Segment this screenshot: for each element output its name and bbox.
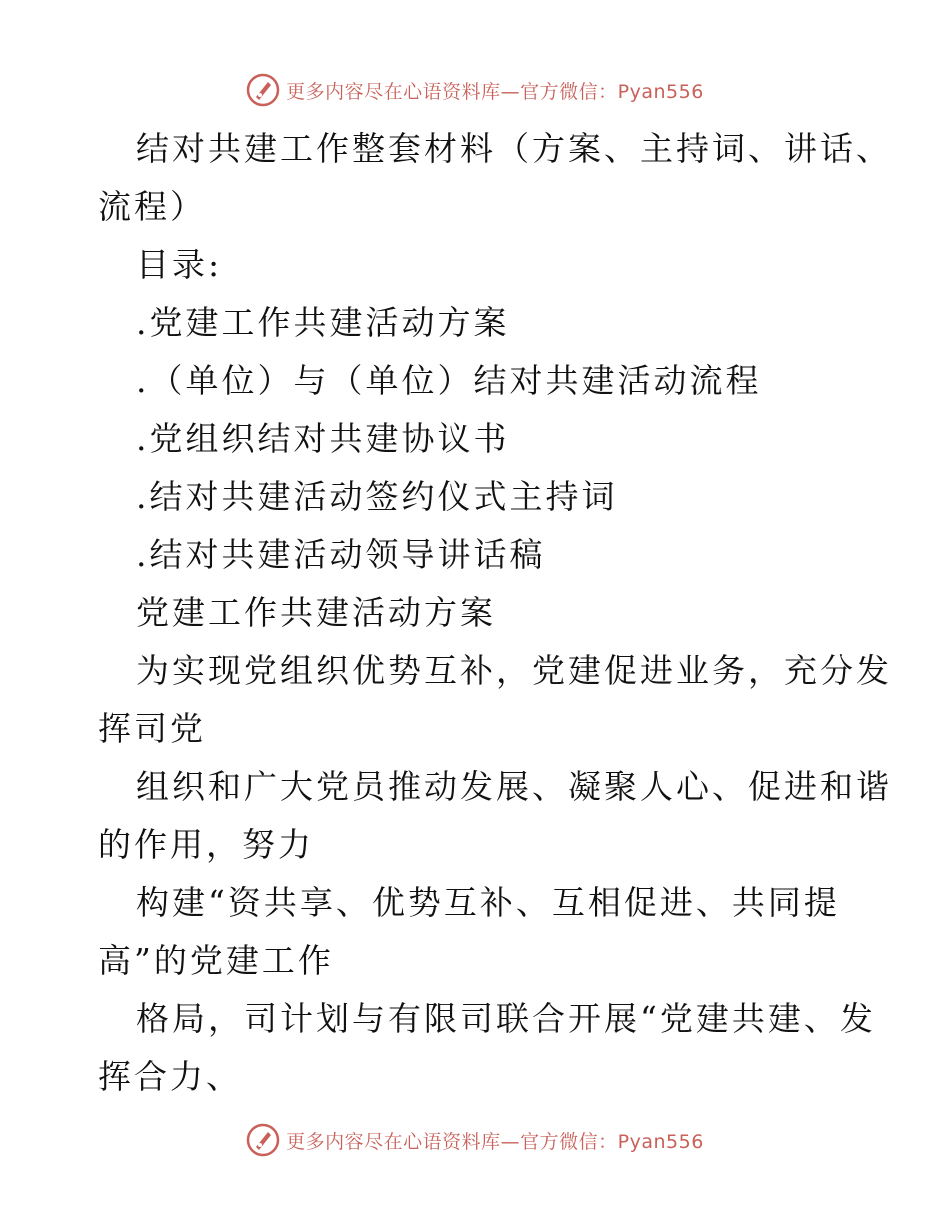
doc-title-line-2: 流程） bbox=[98, 187, 206, 226]
toc-item: .结对共建活动签约仪式主持词 bbox=[136, 477, 618, 516]
doc-title-line-1: 结对共建工作整套材料（方案、主持词、讲话、 bbox=[136, 129, 892, 168]
document-body bbox=[98, 120, 892, 1106]
toc-item: .（单位）与（单位）结对共建活动流程 bbox=[136, 361, 762, 400]
paragraph-line: 构建“资共享、优势互补、互相促进、共同提 bbox=[136, 883, 840, 922]
paragraph-line: 挥司党 bbox=[98, 709, 206, 748]
footer-banner bbox=[0, 1120, 950, 1160]
section-heading: 党建工作共建活动方案 bbox=[136, 593, 496, 632]
toc-item: .党组织结对共建协议书 bbox=[136, 419, 510, 458]
toc-heading: 目录: bbox=[136, 245, 223, 284]
paragraph-line: 的作用，努力 bbox=[98, 825, 314, 864]
paragraph-line: 为实现党组织优势互补，党建促进业务，充分发 bbox=[136, 651, 892, 690]
banner-text: 更多内容尽在心语资料库—官方微信：Pyan556 bbox=[286, 80, 704, 103]
paragraph-line: 高”的党建工作 bbox=[98, 941, 334, 980]
header-banner bbox=[0, 70, 950, 110]
paragraph-line: 组织和广大党员推动发展、凝聚人心、促进和谐 bbox=[136, 767, 892, 806]
pen-nib-logo-icon bbox=[246, 1123, 280, 1157]
paragraph-line: 格局，司计划与有限司联合开展“党建共建、发 bbox=[136, 999, 876, 1038]
banner-text: 更多内容尽在心语资料库—官方微信：Pyan556 bbox=[286, 1130, 704, 1153]
toc-item: .党建工作共建活动方案 bbox=[136, 303, 510, 342]
pen-nib-logo-icon bbox=[246, 73, 280, 107]
paragraph-line: 挥合力、 bbox=[98, 1057, 242, 1096]
toc-item: .结对共建活动领导讲话稿 bbox=[136, 535, 546, 574]
